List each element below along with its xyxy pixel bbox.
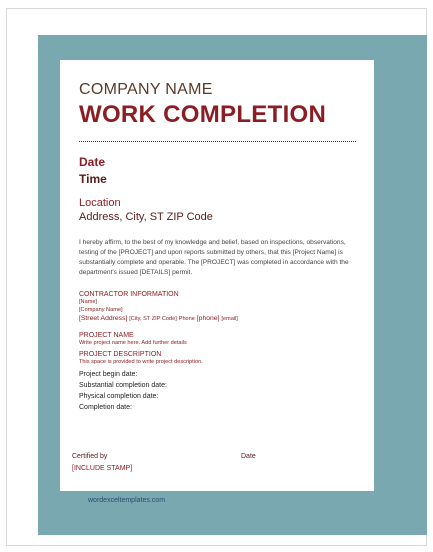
substantial-completion-date: Substantial completion date: xyxy=(79,382,167,389)
contractor-heading: CONTRACTOR INFORMATION xyxy=(79,291,179,298)
signature-date-label: Date xyxy=(241,453,256,460)
location-label: Location xyxy=(79,197,121,209)
contractor-email: [email] xyxy=(221,316,238,322)
contractor-address-line xyxy=(79,314,356,324)
time-field: Time xyxy=(79,172,107,186)
certified-by-label: Certified by xyxy=(72,453,108,460)
date-field: Date xyxy=(79,155,106,169)
document-title: WORK COMPLETION xyxy=(79,101,327,128)
project-name-heading: PROJECT NAME xyxy=(79,332,134,339)
project-description-text: This space is provided to write project description. xyxy=(79,359,203,365)
project-description-heading: PROJECT DESCRIPTION xyxy=(79,351,162,358)
website-footer: wordexceltemplates.com xyxy=(88,497,166,504)
document-content-area xyxy=(60,60,374,491)
physical-completion-date: Physical completion date: xyxy=(79,393,159,400)
contractor-phone-label: Phone xyxy=(178,316,195,322)
contractor-company: [Company Name] xyxy=(79,307,123,313)
contractor-phone: [phone] xyxy=(196,315,220,322)
dotted-divider xyxy=(79,141,356,142)
address-field: Address, City, ST ZIP Code xyxy=(79,211,213,223)
project-name-text: Write project name here. Add further details xyxy=(79,340,187,346)
contractor-city-state-zip: [City, ST ZIP Code] xyxy=(129,316,177,322)
project-dates xyxy=(79,369,356,413)
contractor-street: [Street Address] xyxy=(79,315,128,322)
completion-date: Completion date: xyxy=(79,404,132,411)
stamp-placeholder: [INCLUDE STAMP] xyxy=(72,465,133,472)
company-name: COMPANY NAME xyxy=(79,81,213,98)
affirmation-paragraph: I hereby affirm, to the best of my knowledge and belief, based on inspections, observations, testing of the [PROJECT] and upon reports submitted by others, that this [Project Name] is substantially complete and operable. The [PROJECT] was completed in accordance with the department's issued [DETAILS] permit. xyxy=(79,239,349,276)
project-begin-date: Project begin date: xyxy=(79,371,138,378)
contractor-name: [Name] xyxy=(79,299,98,305)
